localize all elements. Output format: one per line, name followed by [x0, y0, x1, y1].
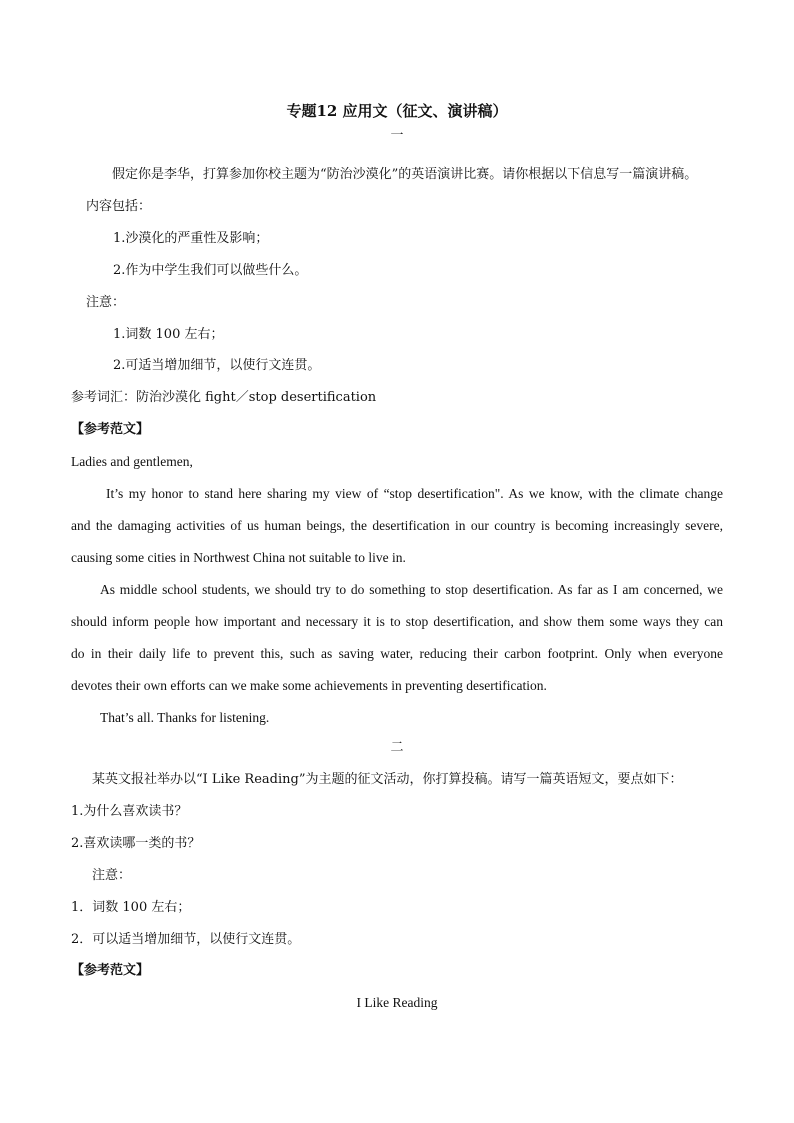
essay-line: should inform people how important and necessary it is to stop desertification, and show them some ways they can: [71, 614, 723, 629]
notes-heading-2: 注意：: [92, 868, 132, 883]
section-number-1: 一: [390, 128, 404, 143]
reference-heading-2: 【参考范文】: [71, 963, 150, 978]
task-prompt-2: 某英文报社举办以“I Like Reading”为主题的征文活动，你打算投稿。请写一篇英语短文，要点如下：: [92, 772, 683, 787]
reference-heading-1: 【参考范文】: [71, 422, 150, 437]
section-number-2: 二: [390, 740, 404, 755]
essay-line: do in their daily life to prevent this, such as saving water, reducing their carbon footprint. Only when everyone: [71, 646, 723, 661]
notes-heading-1: 注意：: [86, 295, 126, 310]
essay-point-1: 1.为什么喜欢读书？: [71, 804, 188, 819]
vocabulary-hint: 参考词汇：防治沙漠化 fight／stop desertification: [71, 390, 377, 405]
note-1-2: 2.可适当增加细节，以使行文连贯。: [113, 358, 321, 373]
note-1-1: 1.词数 100 左右；: [113, 327, 224, 342]
content-point-2: 2.作为中学生我们可以做些什么。: [113, 263, 308, 278]
content-heading: 内容包括：: [86, 199, 152, 214]
essay-closing: That’s all. Thanks for listening.: [100, 710, 270, 725]
note-2-1: 1．词数 100 左右；: [71, 900, 191, 915]
document-title: 专题12 应用文（征文、演讲稿）: [286, 102, 508, 120]
essay-point-2: 2.喜欢读哪一类的书？: [71, 836, 201, 851]
content-point-1: 1.沙漠化的严重性及影响；: [113, 231, 269, 246]
essay-title: I Like Reading: [356, 995, 438, 1010]
essay-salutation: Ladies and gentlemen,: [71, 454, 193, 469]
essay-line: and the damaging activities of us human beings, the desertification in our country is becoming increasingly severe,: [71, 518, 723, 533]
note-2-2: 2．可以适当增加细节，以使行文连贯。: [71, 932, 301, 947]
task-prompt-1: 假定你是李华，打算参加你校主题为“防治沙漠化”的英语演讲比赛。请你根据以下信息写一篇演讲稿。: [112, 167, 698, 182]
essay-line: devotes their own efforts can we make some achievements in preventing desertification.: [71, 678, 547, 693]
essay-line: It’s my honor to stand here sharing my view of “stop desertification". As we know, with the climate change: [106, 486, 723, 501]
essay-line: causing some cities in Northwest China not suitable to live in.: [71, 550, 406, 565]
essay-line: As middle school students, we should try to do something to stop desertification. As far as I am concerned, we: [100, 582, 723, 597]
